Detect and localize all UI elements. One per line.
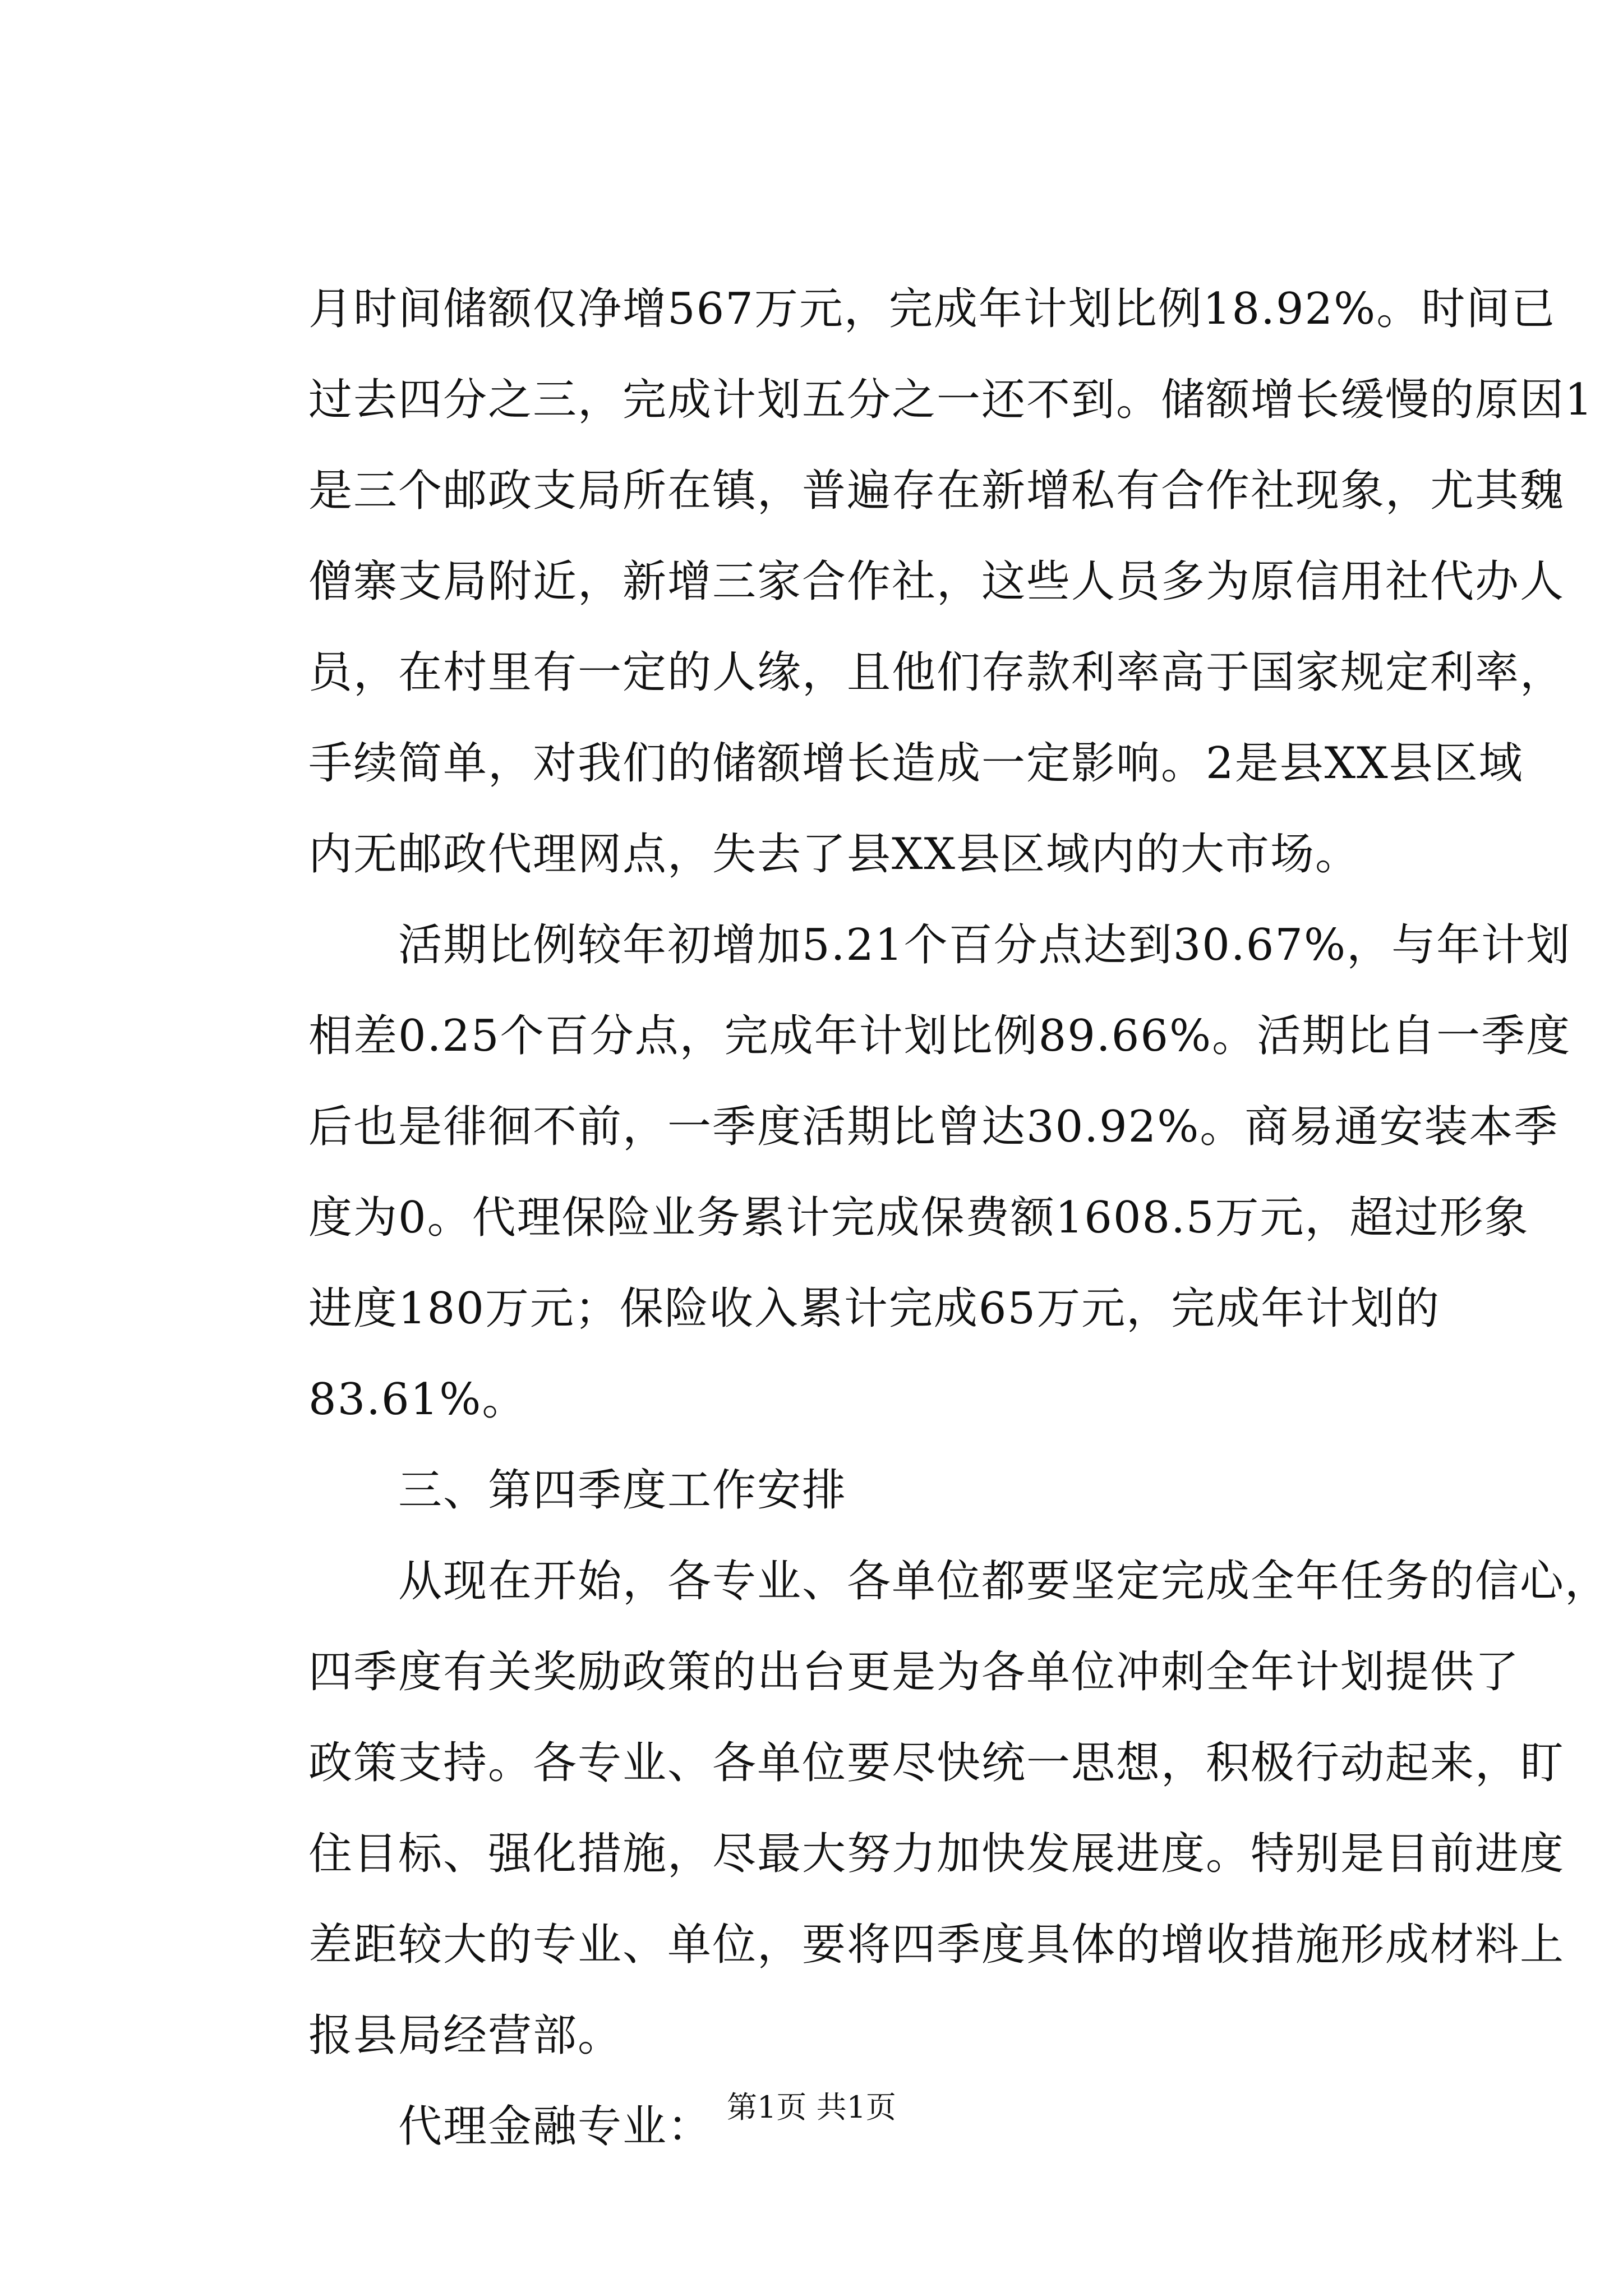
text-line: 活期比例较年初增加5.21个百分点达到30.67%，与年计划 [398, 920, 1571, 970]
text-line: 月时间储额仅净增567万元，完成年计划比例18.92%。时间已 [308, 284, 1556, 334]
text-line: 手续简单，对我们的储额增长造成一定影响。2是县XX县区域 [308, 738, 1524, 789]
text-line: 相差0.25个百分点，完成年计划比例89.66%。活期比自一季度 [308, 1011, 1571, 1061]
body-text [308, 264, 1610, 2172]
text-line: 内无邮政代理网点，失去了县XX县区域内的大市场。 [308, 829, 1361, 880]
text-line: 进度180万元；保险收入累计完成65万元，完成年计划的 [308, 1283, 1441, 1334]
text-line: 差距较大的专业、单位，要将四季度具体的增收措施形成材料上 [308, 1920, 1565, 1970]
text-line: 度为0。代理保险业务累计完成保费额1608.5万元，超过形象 [308, 1193, 1529, 1243]
text-line: 83.61%。 [308, 1374, 527, 1425]
text-line: 后也是徘徊不前，一季度活期比曾达30.92%。商易通安装本季 [308, 1102, 1559, 1152]
text-line: 是三个邮政支局所在镇，普遍存在新增私有合作社现象，尤其魏 [308, 466, 1565, 516]
text-line: 政策支持。各专业、各单位要尽快统一思想，积极行动起来，盯 [308, 1738, 1565, 1788]
text-line: 四季度有关奖励政策的出台更是为各单位冲刺全年计划提供了 [308, 1647, 1520, 1697]
text-line: 过去四分之三，完成计划五分之一还不到。储额增长缓慢的原因1 [308, 375, 1594, 425]
text-line: 住目标、强化措施，尽最大努力加快发展进度。特别是目前进度 [308, 1829, 1565, 1879]
text-line: 僧寨支局附近，新增三家合作社，这些人员多为原信用社代办人 [308, 556, 1565, 607]
section-heading: 三、第四季度工作安排 [398, 1465, 847, 1516]
page-number-footer: 第1页 共1页 [727, 2090, 896, 2125]
text-line: 报县局经营部。 [308, 2010, 623, 2061]
text-line: 从现在开始，各专业、各单位都要坚定完成全年任务的信心， [398, 1556, 1610, 1607]
text-line: 员，在村里有一定的人缘，且他们存款利率高于国家规定利率， [308, 647, 1565, 698]
subsection-label: 代理金融专业： [398, 2101, 713, 2152]
